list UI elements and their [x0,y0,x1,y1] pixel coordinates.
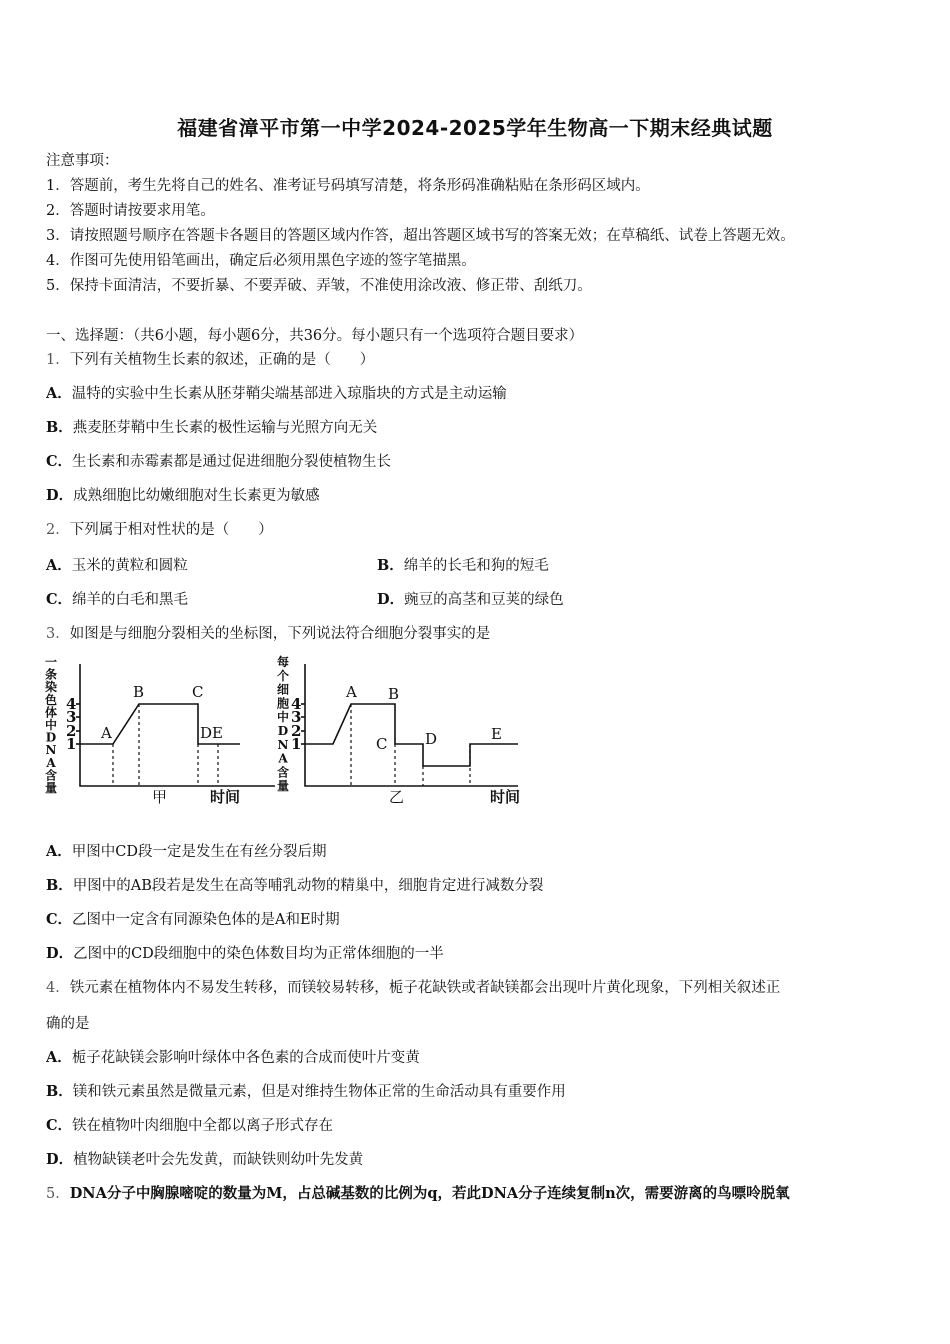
q4-option-a [46,1051,420,1066]
y-axis-label-char: 每 [276,655,290,669]
option-text: 栀子花缺镁会影响叶绿体中各色素的合成而使叶片变黄 [71,1050,420,1066]
option-label: C． [46,591,73,608]
option-label: C． [46,1117,73,1134]
option-text: 植物缺镁老叶会先发黄，而缺铁则幼叶先发黄 [73,1152,364,1168]
y-axis-label-char: 含 [44,768,58,783]
left-tick-label: 1 [66,735,77,753]
q3-option-c [46,913,340,928]
right-point-a: A [346,683,357,701]
option-text: 铁在植物叶肉细胞中全都以离子形式存在 [72,1118,334,1134]
right-point-e: E [491,725,502,743]
option-label: D． [377,591,405,608]
q2-option-c [46,593,188,608]
option-text: 镁和铁元素虽然是微量元素，但是对维持生物体正常的生命活动具有重要作用 [72,1084,566,1100]
option-text: 甲图中的AB段若是发生在高等哺乳动物的精巢中，细胞肯定进行减数分裂 [72,878,544,894]
question-2 [46,523,273,538]
notice-item: 2．答题时请按要求用笔。 [46,203,215,219]
right-curve [305,704,518,766]
y-axis-label-char: 量 [44,781,58,795]
left-y-axis-label [44,655,57,795]
q3-option-a [46,845,326,860]
option-text: 绵羊的长毛和狗的短毛 [403,558,549,574]
option-label: A． [46,385,72,402]
option-label: B． [46,419,73,436]
right-axes [305,664,518,786]
right-caption: 乙 [389,788,405,806]
q1-option-b [46,421,377,436]
option-label: A． [46,1049,72,1066]
option-label: B． [46,877,73,894]
notice-heading: 注意事项： [46,153,119,169]
question-4 [46,981,780,996]
question-stem: 下列属于相对性状的是（ ） [69,522,273,538]
option-text: 温特的实验中生长素从胚芽鞘尖端基部进入琼脂块的方式是主动运输 [71,386,507,402]
question-number: 1． [46,352,70,368]
left-point-e: E [212,724,223,742]
option-label: D． [46,487,74,504]
right-point-d: D [425,730,438,748]
right-tick-label: 3 [291,708,302,726]
q1-option-d [46,489,320,504]
notice-item: 1．答题前，考生先将自己的姓名、准考证号码填写清楚，将条形码准确粘贴在条形码区域内。 [46,178,650,194]
y-axis-label-char: 量 [276,779,290,794]
notice-item: 5．保持卡面清洁，不要折暴、不要弄破、弄皱，不准使用涂改液、修正带、刮纸刀。 [46,278,592,294]
question-4-continued: 确的是 [46,1016,90,1032]
left-point-c: C [192,683,204,701]
q4-option-c [46,1119,333,1134]
y-axis-label-char: 含 [276,765,290,780]
q2-option-a [46,559,188,574]
option-text: 生长素和赤霉素都是通过促进细胞分裂使植物生长 [72,454,392,470]
right-tick-label: 4 [291,695,302,713]
option-label: B． [46,1083,73,1100]
option-label: B． [377,557,404,574]
y-axis-label-char: 中 [276,710,290,725]
question-stem: 如图是与细胞分裂相关的坐标图，下列说法符合细胞分裂事实的是 [69,626,491,642]
y-axis-label-char: 细 [276,682,290,697]
question-number: 4． [46,980,70,996]
left-x-axis-label: 时间 [210,788,241,806]
option-label: A． [46,843,72,860]
left-point-b: B [133,683,145,701]
y-axis-label-char: 一 [44,655,58,669]
right-y-axis-label [277,654,289,793]
q3-option-b [46,879,543,894]
right-point-c: C [376,735,388,753]
right-tick-label: 1 [291,735,302,753]
y-axis-label-char: 体 [44,705,58,720]
y-axis-label-char: A [46,755,56,770]
y-axis-label-char: N [45,743,57,758]
option-text: 燕麦胚芽鞘中生长素的极性运输与光照方向无关 [72,420,378,436]
q1-option-c [46,455,391,470]
right-x-axis-label: 时间 [490,788,521,806]
q2-option-d [377,593,564,608]
option-text: 绵羊的白毛和黑毛 [72,592,189,608]
q2-option-b [377,559,549,574]
left-tick-label: 4 [66,695,77,713]
y-axis-label-char: D [277,724,289,738]
option-text: 豌豆的高茎和豆荚的绿色 [404,592,564,608]
question-number: 3． [46,626,70,642]
option-text: 乙图中的CD段细胞中的染色体数目均为正常体细胞的一半 [73,946,444,962]
option-text: 乙图中一定含有同源染色体的是A和E时期 [72,912,340,928]
y-axis-label-char: 染 [44,680,58,695]
option-label: A． [46,557,72,574]
option-text: 玉米的黄粒和圆粒 [71,558,188,574]
question-stem: 下列有关植物生长素的叙述，正确的是（ ） [69,352,375,368]
page-title: 福建省漳平市第一中学2024-2025学年生物高一下期末经典试题 [177,116,773,140]
cell-division-figure [40,652,540,812]
right-tick-label: 2 [291,722,302,740]
option-label: D． [46,945,74,962]
option-label: D． [46,1151,74,1168]
option-label: C． [46,453,73,470]
left-point-d: D [200,724,213,742]
left-tick-label: 2 [66,722,77,740]
left-point-a: A [101,724,112,742]
y-axis-label-char: 胞 [276,696,290,711]
y-axis-label-char: A [278,751,288,766]
q4-option-b [46,1085,566,1100]
notice-item: 4．作图可先使用铅笔画出，确定后必须用黑色字迹的签字笔描黑。 [46,253,476,269]
y-axis-label-char: N [277,737,289,752]
y-axis-label-char: 色 [44,692,58,707]
q4-option-d [46,1153,363,1168]
left-tick-label: 3 [66,708,77,726]
question-number: 2． [46,522,70,538]
q1-option-a [46,387,507,402]
y-axis-label-char: 中 [44,718,58,732]
question-stem: DNA分子中胸腺嘧啶的数量为M，占总碱基数的比例为q，若此DNA分子连续复制n次，需要游离的鸟嘌呤脱氧 [69,1185,790,1202]
option-text: 成熟细胞比幼嫩细胞对生长素更为敏感 [73,488,320,504]
y-axis-label-char: 个 [276,668,290,683]
right-point-b: B [388,685,400,703]
question-number: 5． [46,1186,70,1202]
option-label: C． [46,911,73,928]
question-3 [46,627,490,642]
left-caption: 甲 [152,788,168,806]
option-text: 甲图中CD段一定是发生在有丝分裂后期 [71,844,327,860]
question-5 [46,1187,790,1202]
question-1 [46,353,374,368]
notice-item: 3．请按照题号顺序在答题卡各题目的答题区域内作答，超出答题区域书写的答案无效；在草稿纸、试卷上答题无效。 [46,228,795,244]
y-axis-label-char: D [45,730,57,745]
section-heading: 一、选择题：（共6小题，每小题6分，共36分。每小题只有一个选项符合题目要求） [46,328,584,344]
y-axis-label-char: 条 [44,667,58,682]
q3-option-d [46,947,444,962]
question-stem: 铁元素在植物体内不易发生转移，而镁较易转移，栀子花缺铁或者缺镁都会出现叶片黄化现象，下列相关叙述正 [69,980,781,996]
